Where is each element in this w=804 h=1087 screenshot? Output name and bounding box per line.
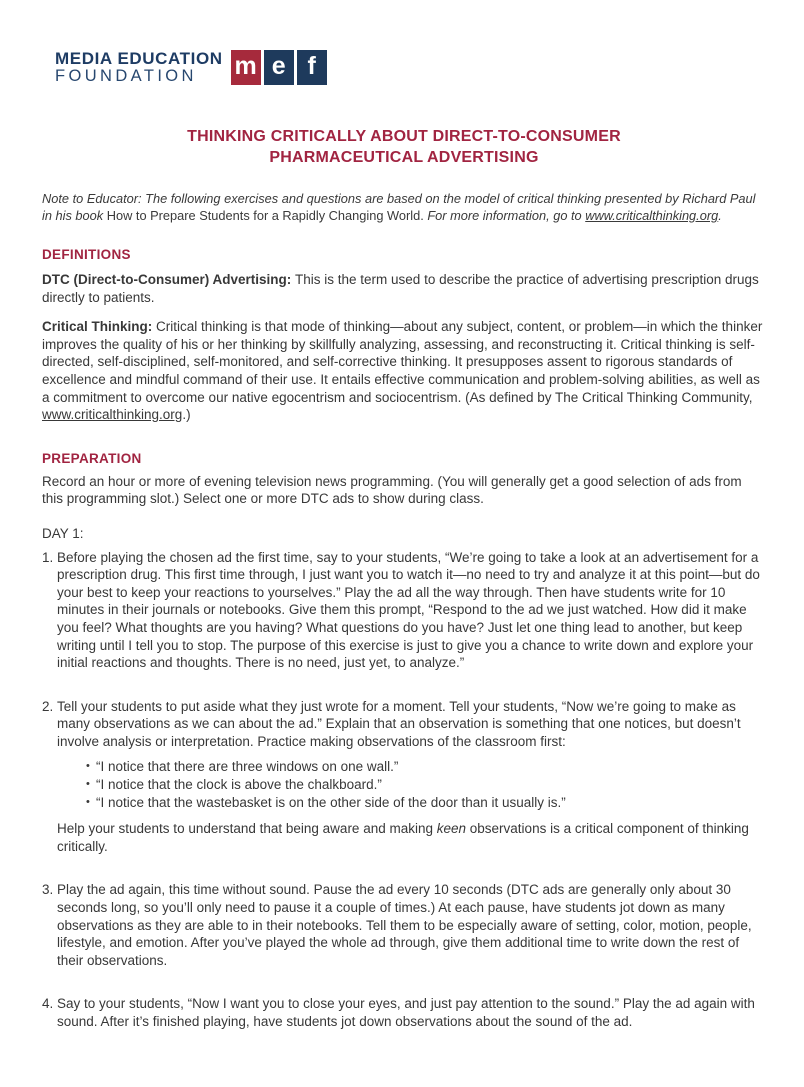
day-1-heading: DAY 1: [42, 525, 84, 541]
bullet-dot-icon: • [86, 795, 90, 808]
list-item-4 [42, 995, 766, 1030]
note-more-info: For more information, go to [427, 207, 586, 223]
mef-block-e: e [264, 50, 294, 85]
ct-definition-end: .) [182, 407, 191, 423]
logo-media-education-text: MEDIA EDUCATION [55, 49, 223, 68]
document-title [42, 126, 766, 168]
preparation-heading: PREPARATION [42, 450, 142, 466]
item-4-number: 4. [42, 996, 54, 1012]
item-4-text: Say to your students, “Now I want you to close your eyes, and just pay attention to the sound.” Play the ad again with sound. After it’s finished playing, have students jot down observations about the sound of the ad. [57, 996, 755, 1029]
observation-example-3: “I notice that the wastebasket is on the other side of the door than it usually is.” [96, 794, 566, 810]
item-1-number: 1. [42, 549, 54, 565]
help-note-end: observations is a critical component of thinking critically. [57, 821, 749, 854]
note-line1: Note to Educator: The following exercises and questions are based on the model of critical thinking presented by Richard Paul [42, 191, 756, 206]
item-3-text: Play the ad again, this time without sound. Pause the ad every 10 seconds (DTC ads are generally only about 30 seconds long, so you’ll only need to pause it a couple of times.) At each pause, have students jot down as many observations as they are able to in their notebooks. Tell them to be especially aware of setting, color, motion, people, lifestyle, and emotion. After you’ve played the whole ad through, give them additional time to write down the rest of their observations. [57, 882, 752, 968]
critical-thinking-term: Critical Thinking: [42, 319, 157, 335]
list-item [86, 758, 766, 776]
critical-thinking-definition-paragraph [42, 318, 766, 424]
item-2-help-note [57, 820, 766, 855]
item-3-number: 3. [42, 882, 54, 898]
title-line-2: PHARMACEUTICAL ADVERTISING [269, 149, 539, 166]
document-page [0, 50, 804, 1031]
preparation-paragraph: Record an hour or more of evening television news programming. (You will generally get a good selection of ads from this programming slot.) Select one or more DTC ads to show during class. [42, 473, 742, 507]
mef-logo [55, 50, 327, 85]
item-1-text: Before playing the chosen ad the first time, say to your students, “We’re going to take a look at an advertisement for a prescription drug. This first time through, I just want you to watch it—no need to try and analyze it at this point—but do your best to keep your reactions to yourselves.” Play the ad all the way through. Then have students write for 10 minutes in their journals or notebooks. Give them this prompt, “Respond to the ad we just watched. How did it make you feel? What thoughts are you having? What questions do you have? Just let one thing lead to another, but keep writing until I tell you to stop. The purpose of this exercise is just to give you a chance to write down and explore your initial reactions and thoughts. There is no need, just yet, to analyze.” [57, 549, 760, 671]
mef-letter-blocks [231, 50, 327, 85]
critical-thinking-definition-text: Critical thinking is that mode of thinking—about any subject, content, or problem—in which the thinker improves the quality of his or her thinking by skillfully analyzing, assessing, and reconstructing it. Critical thinking is self-directed, self-disciplined, self-monitored, and self-corrective thinking. It presupposes assent to rigorous standards of excellence and mindful command of their use. It entails effective communication and problem-solving abilities, as well as a commitment to overcome our native egocentrism and sociocentrism. (As defined by The Critical Thinking Community, [42, 319, 763, 405]
bullet-dot-icon: • [86, 778, 90, 791]
criticalthinking-link[interactable]: www.criticalthinking.org [585, 207, 719, 223]
list-item [86, 794, 766, 812]
dtc-definition-text: This is the term used to describe the practice of advertising prescription drugs directly to patients. [42, 272, 759, 305]
note-to-educator [42, 191, 766, 224]
observation-examples-list [86, 758, 766, 811]
item-2-text: Tell your students to put aside what they just wrote for a moment. Tell your students, “Now we’re going to make as many observations as we can about the ad.” Explain that an observation is something that one notices, but doesn’t involve analysis or interpretation. Practice making observations of the classroom first: [57, 698, 741, 749]
mef-block-f: f [297, 50, 327, 85]
list-item-3 [42, 881, 766, 969]
list-item-1 [42, 549, 766, 672]
keen-emphasis: keen [436, 821, 467, 837]
note-end-period: . [718, 207, 722, 223]
dtc-definition-paragraph [42, 271, 766, 306]
list-item [86, 776, 766, 794]
observation-example-2: “I notice that the clock is above the chalkboard.” [96, 777, 382, 793]
mef-block-m: m [231, 50, 261, 85]
definitions-heading: DEFINITIONS [42, 247, 131, 262]
book-title: How to Prepare Students for a Rapidly Changing World [106, 207, 421, 223]
title-line-1: THINKING CRITICALLY ABOUT DIRECT-TO-CONSUMER [187, 128, 621, 145]
logo-foundation-text: FOUNDATION [55, 67, 197, 85]
criticalthinking-link-2[interactable]: www.criticalthinking.org [42, 407, 183, 423]
mef-logo-wordmark [55, 50, 223, 85]
list-item-2 [42, 698, 766, 856]
observation-example-1: “I notice that there are three windows on one wall.” [96, 759, 399, 775]
note-in-his-book: in his book [42, 207, 107, 223]
bullet-dot-icon: • [86, 760, 90, 773]
item-2-number: 2. [42, 698, 54, 714]
note-separator: . [420, 207, 428, 223]
dtc-term: DTC (Direct-to-Consumer) Advertising: [42, 272, 296, 287]
help-note-start: Help your students to understand that being aware and making [57, 821, 437, 837]
